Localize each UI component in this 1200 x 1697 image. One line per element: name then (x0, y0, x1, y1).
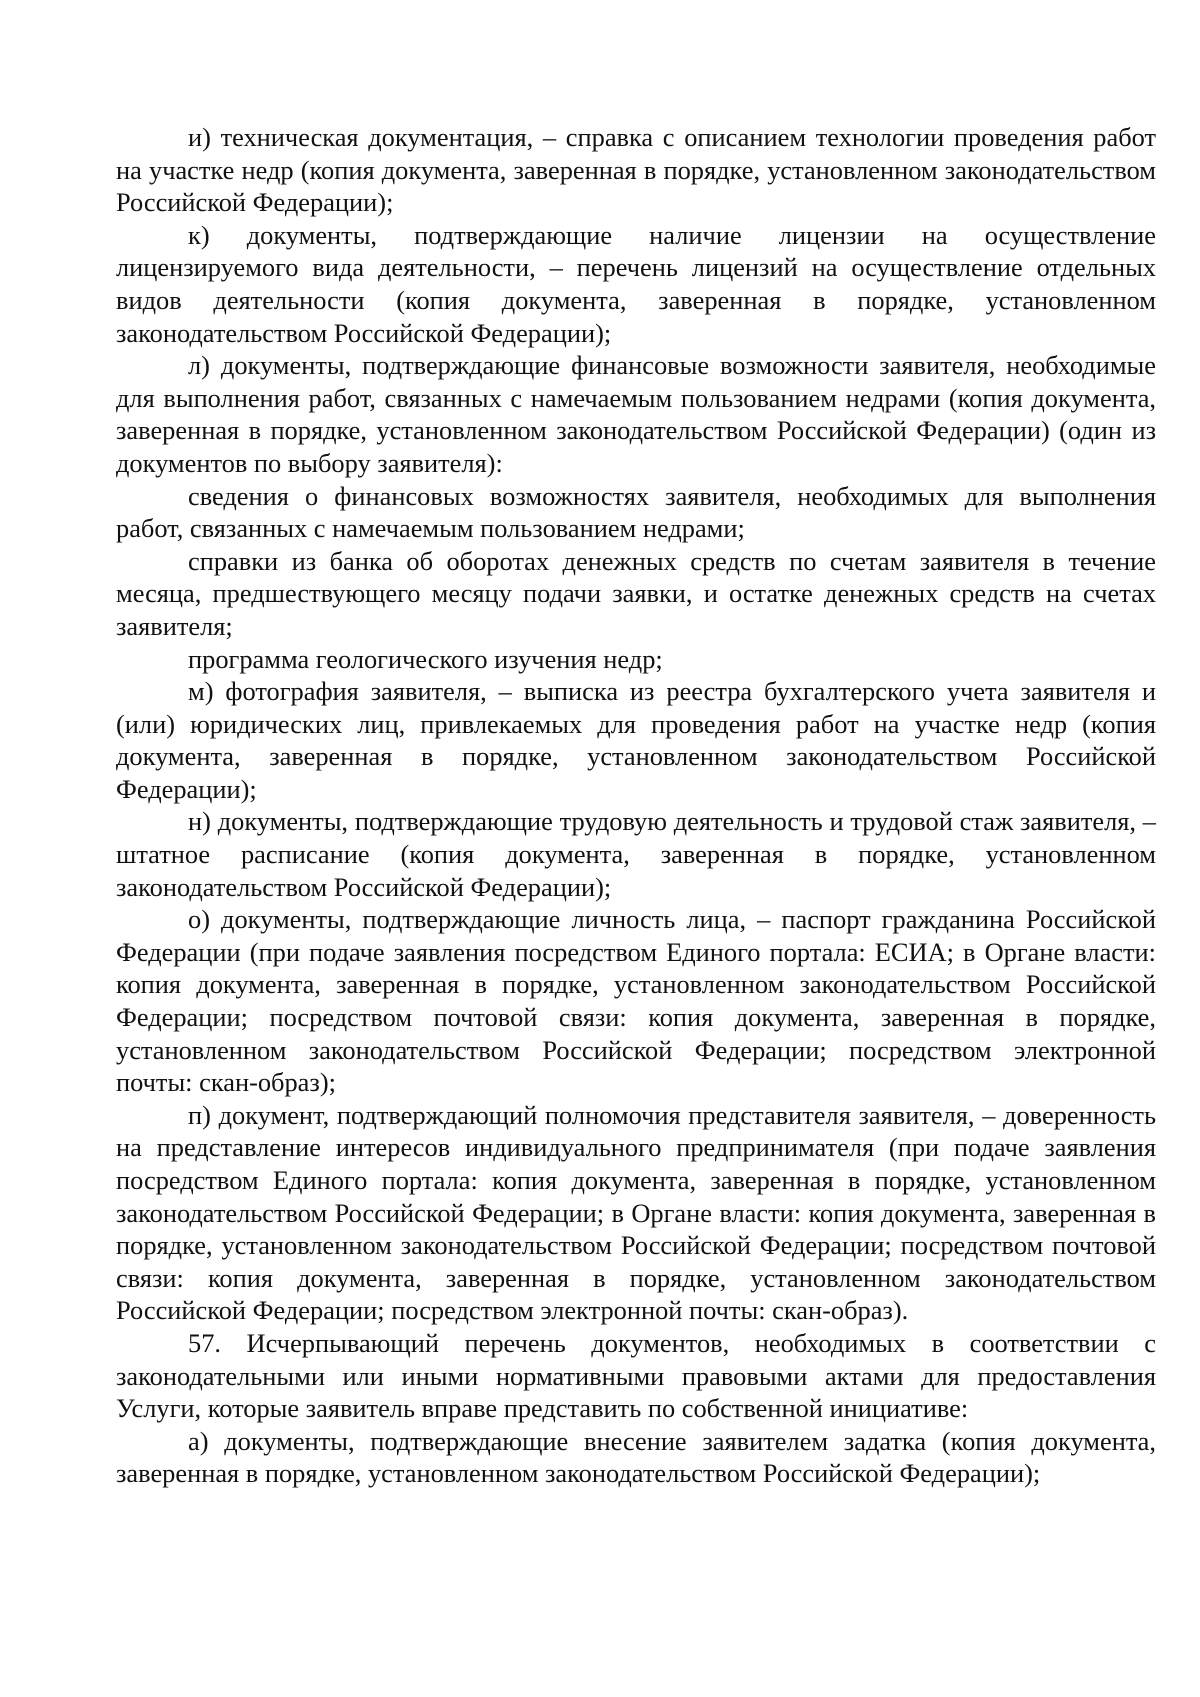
paragraph-item-a: а) документы, подтверждающие внесение заявителем задатка (копия документа, заверенная в порядке, установленном законодательством Российской Федерации); (116, 1425, 1156, 1489)
paragraph-geological-program: программа геологического изучения недр; (188, 643, 663, 674)
paragraph-financial-info: сведения о финансовых возможностях заявителя, необходимых для выполнения работ, связанных с намечаемым пользованием недрами; (116, 480, 1156, 544)
paragraph-bank-statements: справки из банка об оборотах денежных средств по счетам заявителя в течение месяца, предшествующего месяцу подачи заявки, и остатке денежных средств на счетах заявителя; (116, 545, 1156, 641)
paragraph-item-p: п) документ, подтверждающий полномочия представителя заявителя, – доверенность на представление интересов индивидуального предпринимателя (при подаче заявления посредством Единого портала: копия документа, заверенная в порядке, установленном законодательством Российской Федерации; в Органе власти: копия документа, заверенная в порядке, установленном законодательством Российской Федерации; посредством почтовой связи: копия документа, заверенная в порядке, установленном законодательством Российской Федерации; посредством электронной почты: скан-образ). (116, 1099, 1156, 1326)
paragraph-item-k: к) документы, подтверждающие наличие лицензии на осуществление лицензируемого вида деятельности, – перечень лицензий на осуществление отдельных видов деятельности (копия документа, заверенная в порядке, установленном законодательством Российской Федерации); (116, 219, 1156, 348)
paragraph-item-o: о) документы, подтверждающие личность лица, – паспорт гражданина Российской Федерации (при подаче заявления посредством Единого портала: ЕСИА; в Органе власти: копия документа, заверенная в порядке, установленном законодательством Российской Федерации; посредством почтовой связи: копия документа, заверенная в порядке, установленном законодательством Российской Федерации; посредством электронной почты: скан-образ); (116, 904, 1156, 1098)
paragraph-item-i: и) техническая документация, – справка с описанием технологии проведения работ на участке недр (копия документа, заверенная в порядке, установленном законодательством Российской Федерации); (116, 122, 1156, 218)
paragraph-section-57: 57. Исчерпывающий перечень документов, необходимых в соответствии с законодательными или иными нормативными правовыми актами для предоставления Услуги, которые заявитель вправе представить по собственной инициативе: (116, 1327, 1156, 1424)
paragraph-item-n: н) документы, подтверждающие трудовую деятельность и трудовой стаж заявителя, – штатное расписание (копия документа, заверенная в порядке, установленном законодательством Российской Федерации); (116, 806, 1156, 902)
paragraph-item-m: м) фотография заявителя, – выписка из реестра бухгалтерского учета заявителя и (или) юридических лиц, привлекаемых для проведения работ на участке недр (копия документа, заверенная в порядке, установленном законодательством Российской Федерации); (116, 676, 1156, 804)
document-page (116, 121, 1156, 1490)
paragraph-item-l: л) документы, подтверждающие финансовые возможности заявителя, необходимые для выполнения работ, связанных с намечаемым пользованием недрами (копия документа, заверенная в порядке, установленном законодательством Российской Федерации) (один из документов по выбору заявителя): (116, 350, 1156, 478)
